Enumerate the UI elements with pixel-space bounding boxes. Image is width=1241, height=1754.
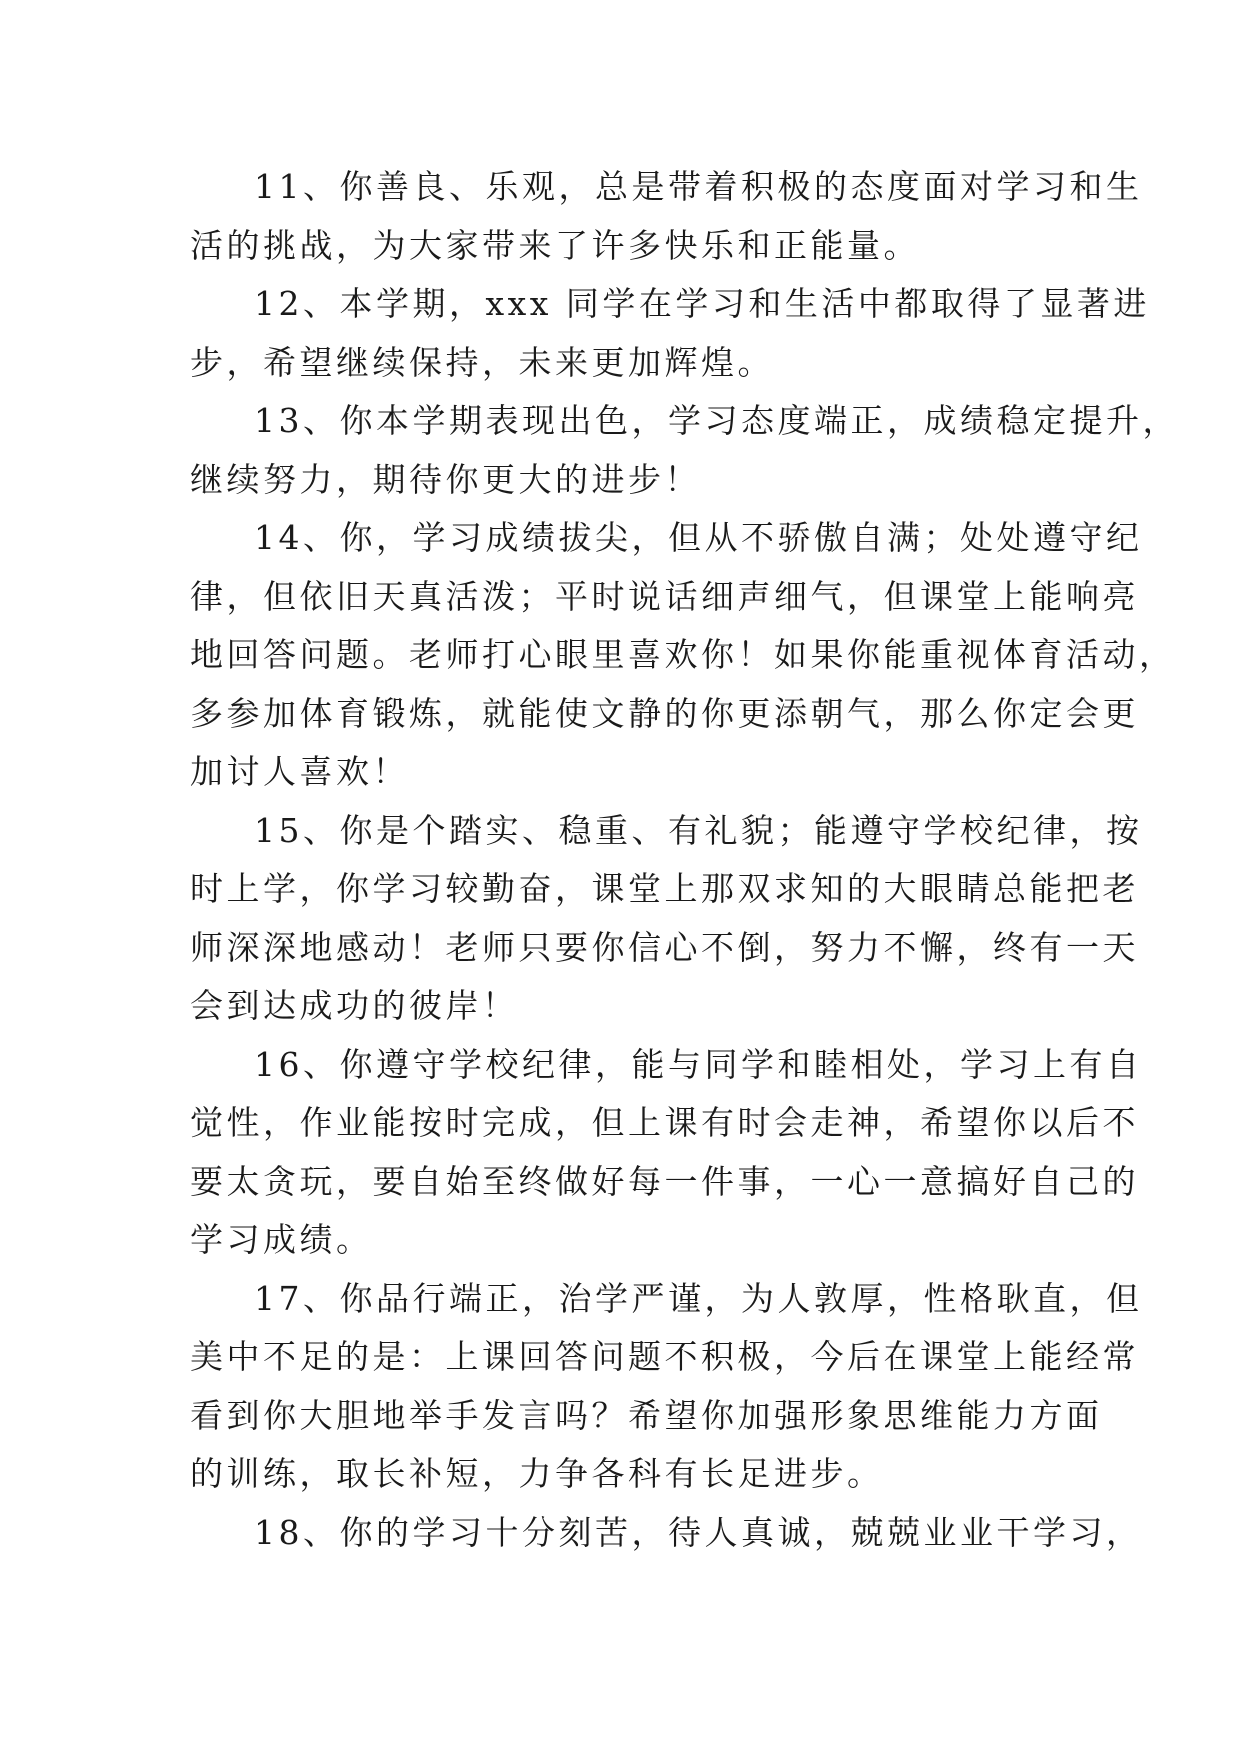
- paragraph-line: 的训练，取长补短，力争各科有长足进步。: [190, 1454, 884, 1493]
- paragraph-line: 17、你品行端正，治学严谨，为人敦厚，性格耿直，但: [254, 1278, 1143, 1318]
- paragraph-line: 16、你遵守学校纪律，能与同学和睦相处，学习上有自: [254, 1044, 1143, 1084]
- paragraph-line: 时上学，你学习较勤奋，课堂上那双求知的大眼睛总能把老: [190, 869, 1139, 908]
- paragraph-line: 要太贪玩，要自始至终做好每一件事，一心一意搞好自己的: [190, 1161, 1139, 1201]
- paragraph-line: 会到达成功的彼岸！: [190, 986, 519, 1025]
- paragraph-line: 加讨人喜欢！: [190, 752, 409, 791]
- paragraph-line: 活的挑战，为大家带来了许多快乐和正能量。: [190, 225, 920, 265]
- paragraph-line: 12、本学期，xxx 同学在学习和生活中都取得了显著进: [254, 284, 1150, 323]
- paragraph-line: 师深深地感动！老师只要你信心不倒，努力不懈，终有一天: [190, 927, 1139, 967]
- comment-paragraph-14: [190, 509, 1176, 802]
- paragraph-line: 13、你本学期表现出色，学习态度端正，成绩稳定提升，: [254, 401, 1179, 440]
- paragraph-line: 地回答问题。老师打心眼里喜欢你！如果你能重视体育活动，: [190, 635, 1176, 674]
- comment-paragraph-12: [190, 275, 1150, 392]
- paragraph-line: 14、你，学习成绩拔尖，但从不骄傲自满；处处遵守纪: [254, 518, 1143, 557]
- document-body: [190, 158, 1179, 1562]
- paragraph-line: 学习成绩。: [190, 1220, 373, 1259]
- comment-paragraph-18: [190, 1504, 1143, 1563]
- comment-paragraph-11: [190, 158, 1143, 275]
- paragraph-line: 18、你的学习十分刻苦，待人真诚，兢兢业业干学习，: [254, 1512, 1143, 1552]
- comment-paragraph-13: [190, 392, 1179, 509]
- paragraph-line: 11、你善良、乐观，总是带着积极的态度面对学习和生: [254, 167, 1143, 206]
- paragraph-line: 15、你是个踏实、稳重、有礼貌；能遵守学校纪律，按: [254, 810, 1143, 850]
- paragraph-line: 步，希望继续保持，未来更加辉煌。: [190, 342, 774, 382]
- paragraph-line: 觉性，作业能按时完成，但上课有时会走神，希望你以后不: [190, 1103, 1139, 1142]
- paragraph-line: 美中不足的是：上课回答问题不积极，今后在课堂上能经常: [190, 1337, 1139, 1376]
- comment-paragraph-16: [190, 1036, 1143, 1270]
- paragraph-line: 多参加体育锻炼，就能使文静的你更添朝气，那么你定会更: [190, 693, 1139, 733]
- paragraph-line: 律，但依旧天真活泼；平时说话细声细气，但课堂上能响亮: [190, 576, 1139, 616]
- comment-paragraph-15: [190, 802, 1143, 1036]
- comment-paragraph-17: [190, 1270, 1143, 1504]
- paragraph-line: 继续努力，期待你更大的进步！: [190, 459, 701, 499]
- paragraph-line: 看到你大胆地举手发言吗？希望你加强形象思维能力方面: [190, 1395, 1103, 1435]
